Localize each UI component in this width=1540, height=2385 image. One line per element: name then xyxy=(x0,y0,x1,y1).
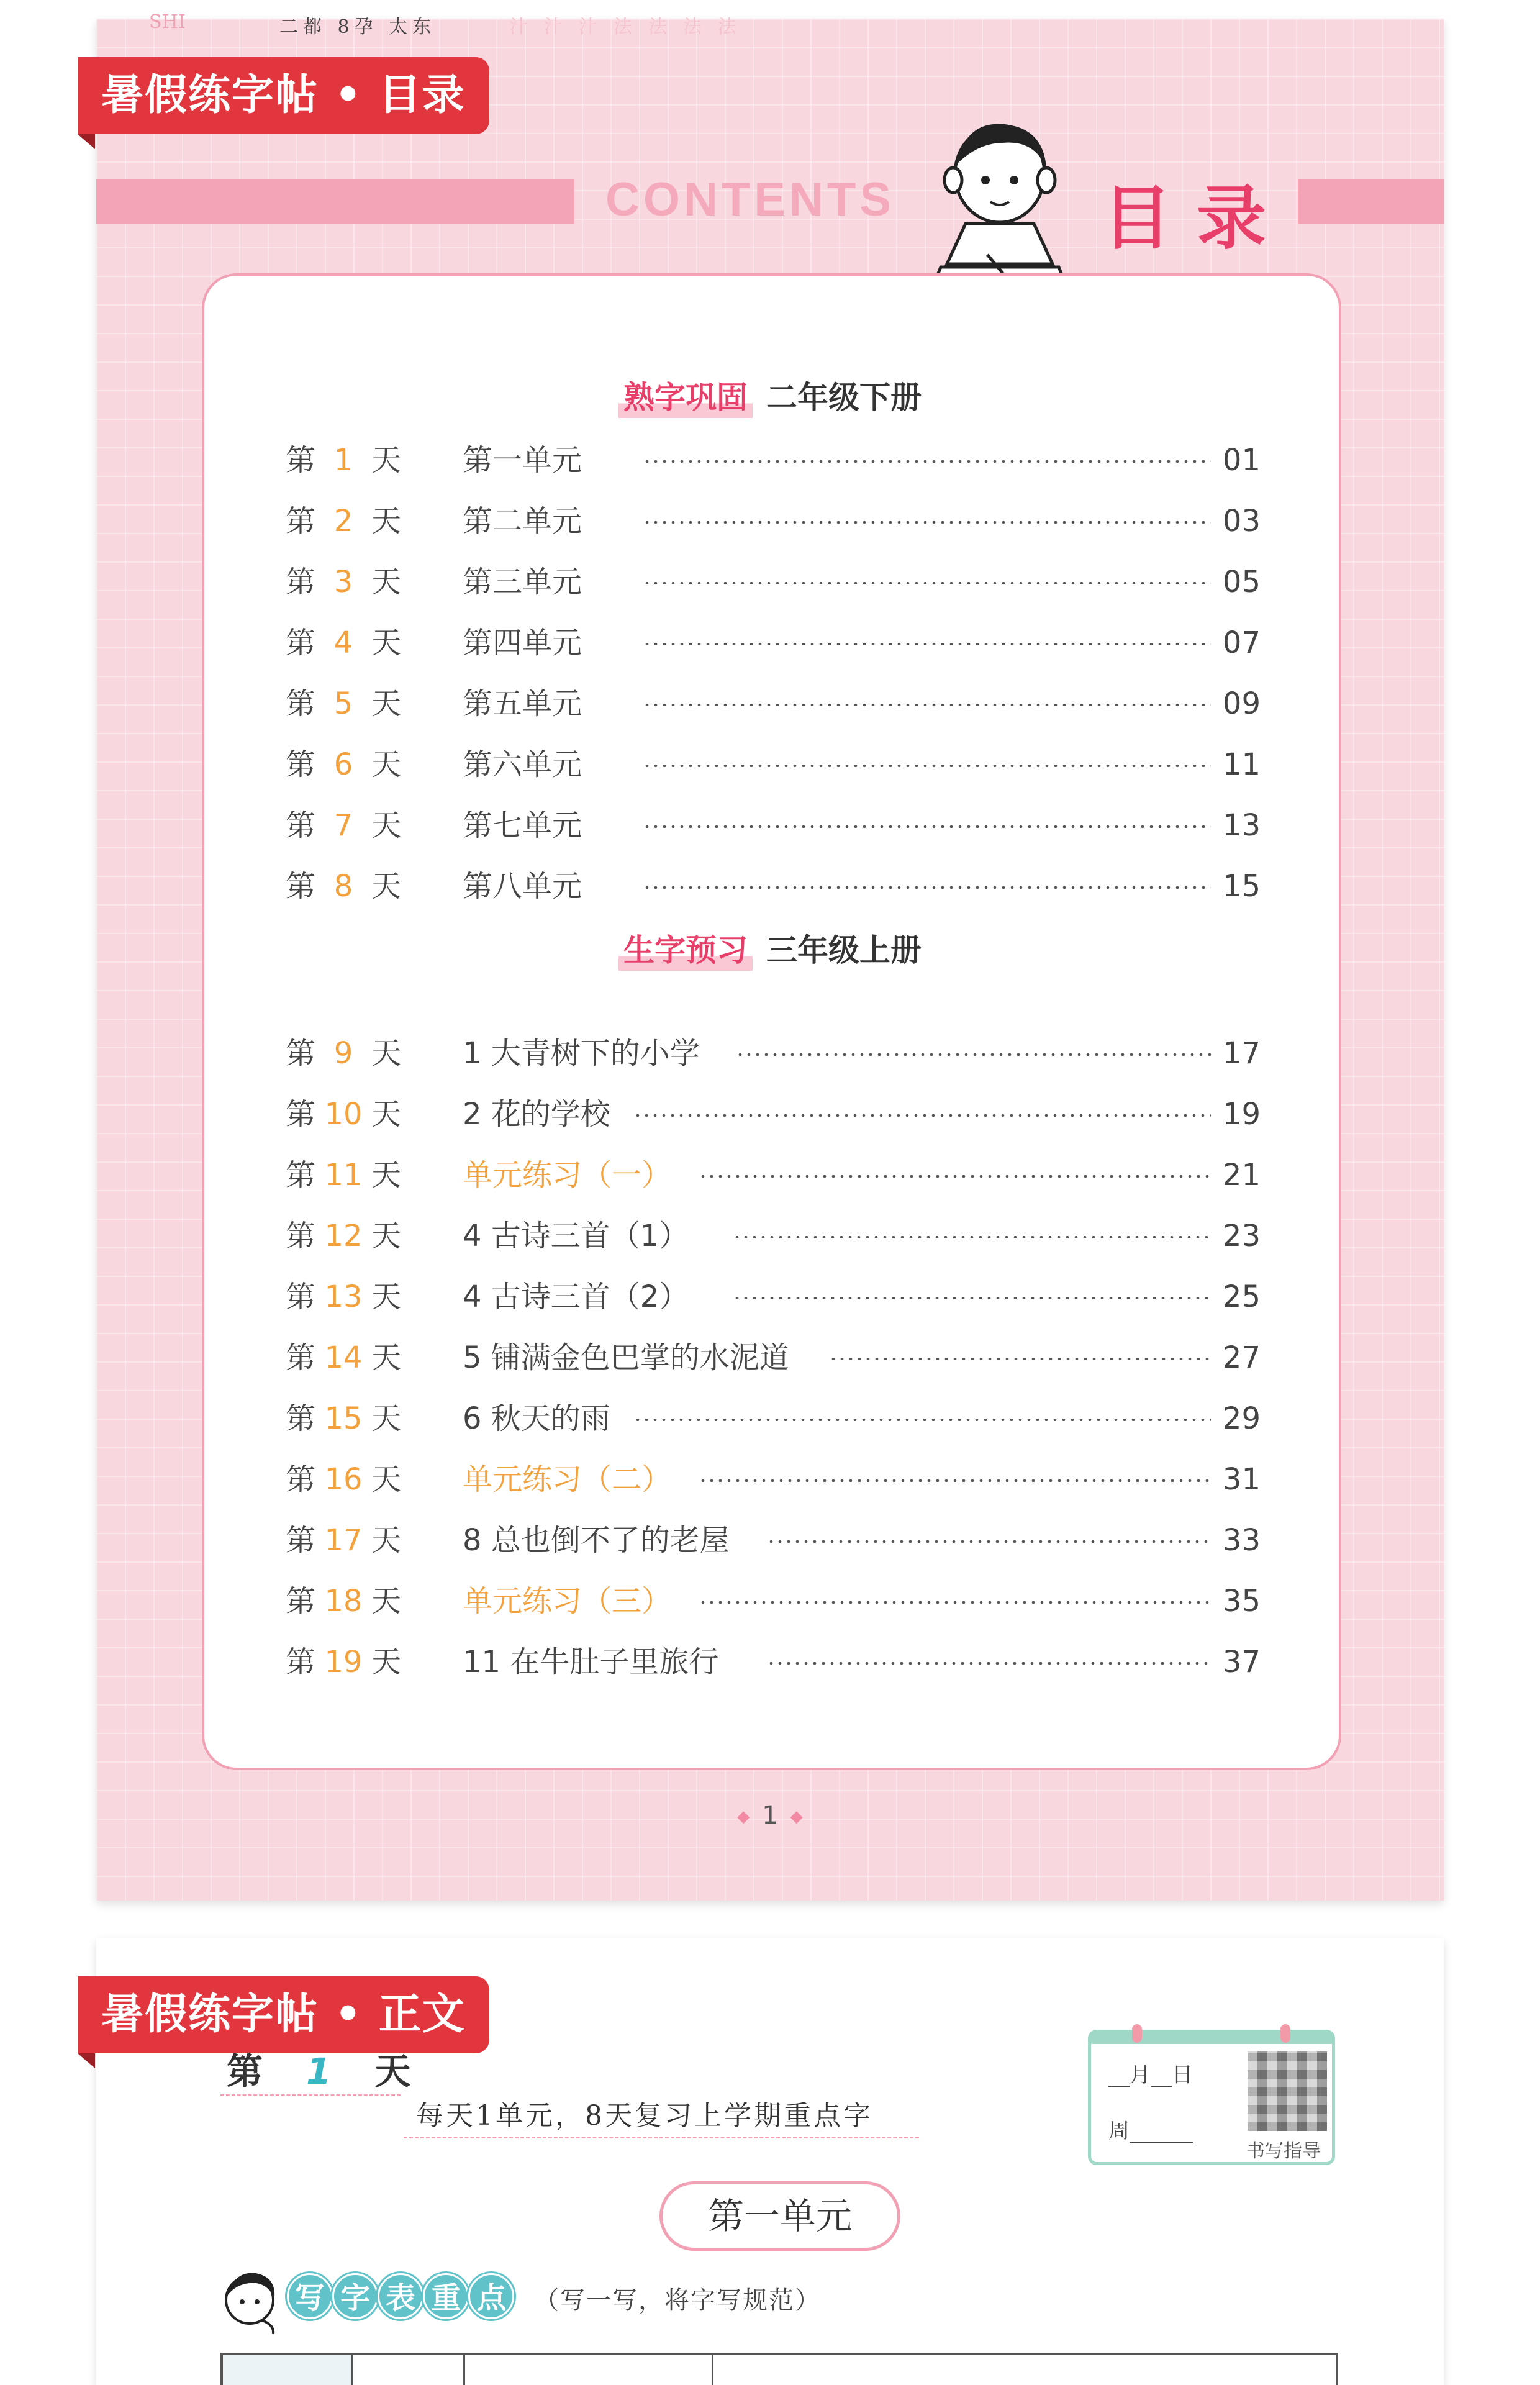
title-bubble: 重 xyxy=(423,2273,469,2319)
toc-page: 37 xyxy=(1222,1645,1261,1679)
section-key: 生字预习 xyxy=(618,932,753,971)
header-band-right xyxy=(1298,179,1444,224)
toc-day-suffix: 天 xyxy=(371,1584,402,1619)
toc-day xyxy=(286,864,410,909)
toc-title: 单元练习（三） xyxy=(463,1579,680,1624)
toc-page: 19 xyxy=(1222,1097,1261,1132)
page-number-value: 1 xyxy=(762,1801,778,1830)
toc-page: 07 xyxy=(1222,625,1261,660)
toc-day-prefix: 第 xyxy=(286,1401,316,1436)
toc-day-suffix: 天 xyxy=(371,686,402,721)
toc-title: 单元练习（一） xyxy=(463,1153,680,1197)
toc-leader xyxy=(699,1601,1211,1604)
section-instruction: （写一写，将字写规范） xyxy=(534,2286,821,2315)
date-field[interactable]: __月__日 xyxy=(1108,2063,1193,2087)
toc-page: 27 xyxy=(1222,1340,1261,1375)
toc-day-number: 5 xyxy=(333,686,353,721)
toc-row[interactable] xyxy=(286,803,1261,848)
toc-day xyxy=(286,803,410,848)
pin-icon xyxy=(1280,2024,1290,2043)
title-bubble: 点 xyxy=(468,2273,514,2319)
title-bubble: 字 xyxy=(332,2273,378,2319)
toc-leader xyxy=(643,825,1211,828)
toc-title: 4 古诗三首（2） xyxy=(463,1274,697,1319)
toc-row[interactable] xyxy=(286,1274,1261,1319)
toc-day-prefix: 第 xyxy=(286,686,316,721)
toc-day-prefix: 第 xyxy=(286,1097,316,1132)
pin-icon xyxy=(1132,2024,1142,2043)
toc-page: 31 xyxy=(1222,1462,1261,1497)
toc-leader xyxy=(733,1297,1211,1299)
toc-day-number: 1 xyxy=(333,443,353,478)
toc-title: 第一单元 xyxy=(463,438,591,483)
toc-day-number: 4 xyxy=(333,625,353,660)
toc-day-suffix: 天 xyxy=(371,1645,402,1679)
toc-title: 5 铺满金色巴掌的水泥道 xyxy=(463,1335,798,1380)
toc-title: 1 大青树下的小学 xyxy=(463,1031,709,1076)
toc-page: 25 xyxy=(1222,1279,1261,1314)
toc-day-number: 12 xyxy=(324,1219,363,1253)
toc-day-prefix: 第 xyxy=(286,869,316,904)
toc-day-number: 16 xyxy=(324,1462,363,1497)
weekday-field[interactable]: 周______ xyxy=(1108,2119,1193,2143)
toc-day-suffix: 天 xyxy=(371,1158,402,1192)
toc-day xyxy=(286,438,410,483)
toc-page: 35 xyxy=(1222,1584,1261,1619)
toc-row[interactable] xyxy=(286,1031,1261,1076)
page-ribbon-body: 暑假练字帖 • 正文 xyxy=(78,1976,489,2053)
section-key: 熟字巩固 xyxy=(618,379,753,418)
contents-label: CONTENTS xyxy=(605,173,895,226)
toc-row[interactable] xyxy=(286,1214,1261,1258)
toc-title: 2 花的学校 xyxy=(463,1092,619,1137)
grid-cell xyxy=(465,2355,713,2385)
toc-leader xyxy=(829,1358,1211,1360)
toc-day-number: 18 xyxy=(324,1584,363,1619)
toc-day xyxy=(286,1396,410,1441)
day-subtitle: 每天1单元，8天复习上学期重点字 xyxy=(416,2100,873,2132)
toc-page: 05 xyxy=(1222,565,1261,599)
qr-label: 书写指导 xyxy=(1246,2140,1321,2162)
toc-day xyxy=(286,1153,410,1197)
toc-day xyxy=(286,1457,410,1502)
toc-day xyxy=(286,1031,410,1076)
toc-day-suffix: 天 xyxy=(371,1219,402,1253)
qr-code-icon[interactable] xyxy=(1248,2051,1327,2131)
toc-day-suffix: 天 xyxy=(371,1340,402,1375)
toc-day-number: 6 xyxy=(333,747,353,782)
toc-row[interactable] xyxy=(286,1518,1261,1563)
toc-day-prefix: 第 xyxy=(286,443,316,478)
unit-title: 第一单元 xyxy=(659,2181,900,2251)
toc-title: 6 秋天的雨 xyxy=(463,1396,619,1441)
day-heading xyxy=(227,2042,410,2094)
toc-leader xyxy=(733,1236,1211,1238)
toc-day-number: 3 xyxy=(333,565,353,599)
toc-row[interactable] xyxy=(286,1640,1261,1684)
toc-day-suffix: 天 xyxy=(371,1523,402,1558)
toc-page: 23 xyxy=(1222,1219,1261,1253)
toc-day-suffix: 天 xyxy=(371,869,402,904)
toc-day-suffix: 天 xyxy=(371,1036,402,1071)
toc-title: 第二单元 xyxy=(463,499,591,543)
toc-leader xyxy=(633,1419,1211,1421)
toc-leader xyxy=(643,643,1211,645)
toc-leader xyxy=(736,1053,1211,1056)
toc-day-suffix: 天 xyxy=(371,504,402,538)
page-title: 目录 xyxy=(1102,178,1291,259)
header-band-left xyxy=(96,179,574,224)
toc-day xyxy=(286,499,410,543)
toc-leader xyxy=(767,1540,1211,1543)
toc-title: 单元练习（二） xyxy=(463,1457,680,1502)
kid-writing-illustration xyxy=(928,115,1071,289)
toc-day-suffix: 天 xyxy=(371,808,402,843)
section-grade: 三年级上册 xyxy=(766,932,922,968)
toc-day-prefix: 第 xyxy=(286,1462,316,1497)
grid-cell-text: SHI xyxy=(149,11,186,33)
toc-row[interactable] xyxy=(286,1153,1261,1197)
toc-title: 第六单元 xyxy=(463,742,591,787)
toc-day xyxy=(286,560,410,604)
toc-leader xyxy=(633,1114,1211,1117)
toc-day-suffix: 天 xyxy=(371,1462,402,1497)
grid-cell xyxy=(223,2355,353,2385)
toc-row[interactable] xyxy=(286,560,1261,604)
toc-day-suffix: 天 xyxy=(371,565,402,599)
toc-row[interactable] xyxy=(286,438,1261,483)
toc-page: 15 xyxy=(1222,869,1261,904)
toc-day xyxy=(286,1274,410,1319)
toc-leader xyxy=(643,704,1211,706)
toc-day-prefix: 第 xyxy=(286,1340,316,1375)
toc-day-prefix: 第 xyxy=(286,1158,316,1192)
grid-cell-text: 二都 8孕 太东 xyxy=(279,16,437,38)
toc-day-number: 15 xyxy=(324,1401,363,1436)
toc-day xyxy=(286,1518,410,1563)
toc-day xyxy=(286,1214,410,1258)
toc-day-number: 9 xyxy=(333,1036,353,1071)
toc-page: 17 xyxy=(1222,1036,1261,1071)
title-bubble: 表 xyxy=(378,2273,424,2319)
section-heading-preview xyxy=(0,925,1540,970)
toc-row[interactable] xyxy=(286,742,1261,787)
toc-page: 09 xyxy=(1222,686,1261,721)
date-card-bar xyxy=(1091,2033,1332,2044)
divider xyxy=(220,2094,401,2096)
diamond-icon: ◆ xyxy=(737,1807,750,1826)
toc-day-prefix: 第 xyxy=(286,1036,316,1071)
toc-day-suffix: 天 xyxy=(371,1279,402,1314)
day-suffix: 天 xyxy=(374,2050,411,2092)
toc-page: 29 xyxy=(1222,1401,1261,1436)
toc-day-number: 13 xyxy=(324,1279,363,1314)
toc-leader xyxy=(643,460,1211,463)
title-bubble: 写 xyxy=(287,2273,333,2319)
toc-day-prefix: 第 xyxy=(286,1523,316,1558)
toc-day xyxy=(286,1640,410,1684)
date-card xyxy=(1088,2030,1335,2165)
toc-leader xyxy=(643,521,1211,524)
toc-row[interactable] xyxy=(286,1396,1261,1441)
kid-thinking-icon xyxy=(219,2266,287,2340)
toc-page: 13 xyxy=(1222,808,1261,843)
toc-leader xyxy=(699,1479,1211,1482)
day-number: 1 xyxy=(306,2050,332,2092)
section-heading-review xyxy=(0,373,1540,417)
toc-day-number: 10 xyxy=(324,1097,363,1132)
section-title-bubbles xyxy=(287,2273,510,2323)
section-grade: 二年级下册 xyxy=(766,379,922,416)
toc-leader xyxy=(643,765,1211,767)
day-prefix: 第 xyxy=(227,2050,263,2092)
toc-day-number: 19 xyxy=(324,1645,363,1679)
toc-day-suffix: 天 xyxy=(371,747,402,782)
toc-title: 8 总也倒不了的老屋 xyxy=(463,1518,738,1563)
toc-title: 第四单元 xyxy=(463,620,591,665)
toc-day xyxy=(286,742,410,787)
toc-day-prefix: 第 xyxy=(286,1279,316,1314)
toc-day-suffix: 天 xyxy=(371,443,402,478)
toc-day-prefix: 第 xyxy=(286,747,316,782)
toc-title: 第七单元 xyxy=(463,803,591,848)
toc-row[interactable] xyxy=(286,1335,1261,1380)
toc-row[interactable] xyxy=(286,1457,1261,1502)
toc-leader xyxy=(767,1662,1211,1665)
toc-page: 03 xyxy=(1222,504,1261,538)
toc-page: 11 xyxy=(1222,747,1261,782)
toc-row[interactable] xyxy=(286,1092,1261,1137)
toc-day xyxy=(286,1335,410,1380)
diamond-icon: ◆ xyxy=(790,1807,803,1826)
toc-day-suffix: 天 xyxy=(371,1401,402,1436)
toc-day xyxy=(286,681,410,726)
toc-page: 33 xyxy=(1222,1523,1261,1558)
toc-title: 第五单元 xyxy=(463,681,591,726)
tracing-text: 汁汁汁法法法法 xyxy=(509,16,753,38)
toc-row[interactable] xyxy=(286,499,1261,543)
writing-grid xyxy=(220,2353,1338,2385)
toc-row[interactable] xyxy=(286,1579,1261,1624)
toc-row[interactable] xyxy=(286,620,1261,665)
toc-page: 01 xyxy=(1222,443,1261,478)
toc-day-number: 14 xyxy=(324,1340,363,1375)
toc-day xyxy=(286,620,410,665)
toc-day-prefix: 第 xyxy=(286,1584,316,1619)
toc-title: 第八单元 xyxy=(463,864,591,909)
toc-day-prefix: 第 xyxy=(286,625,316,660)
toc-title: 11 在牛肚子里旅行 xyxy=(463,1640,727,1684)
grid-cell xyxy=(353,2355,465,2385)
toc-row[interactable] xyxy=(286,864,1261,909)
toc-day-prefix: 第 xyxy=(286,565,316,599)
page-number xyxy=(0,1801,1540,1830)
toc-day xyxy=(286,1092,410,1137)
toc-leader xyxy=(643,582,1211,584)
toc-day-prefix: 第 xyxy=(286,1645,316,1679)
toc-row[interactable] xyxy=(286,681,1261,726)
toc-day-number: 8 xyxy=(333,869,353,904)
toc-day-number: 17 xyxy=(324,1523,363,1558)
toc-day-number: 7 xyxy=(333,808,353,843)
toc-leader xyxy=(643,886,1211,889)
toc-title: 4 古诗三首（1） xyxy=(463,1214,697,1258)
page-ribbon-contents: 暑假练字帖 • 目录 xyxy=(78,57,489,134)
divider xyxy=(404,2137,919,2138)
toc-day-suffix: 天 xyxy=(371,625,402,660)
toc-day-suffix: 天 xyxy=(371,1097,402,1132)
toc-day-number: 2 xyxy=(333,504,353,538)
toc-day-prefix: 第 xyxy=(286,808,316,843)
toc-title: 第三单元 xyxy=(463,560,591,604)
toc-leader xyxy=(699,1175,1211,1178)
toc-day xyxy=(286,1579,410,1624)
toc-day-number: 11 xyxy=(324,1158,363,1192)
toc-page: 21 xyxy=(1222,1158,1261,1192)
toc-day-prefix: 第 xyxy=(286,1219,316,1253)
toc-day-prefix: 第 xyxy=(286,504,316,538)
